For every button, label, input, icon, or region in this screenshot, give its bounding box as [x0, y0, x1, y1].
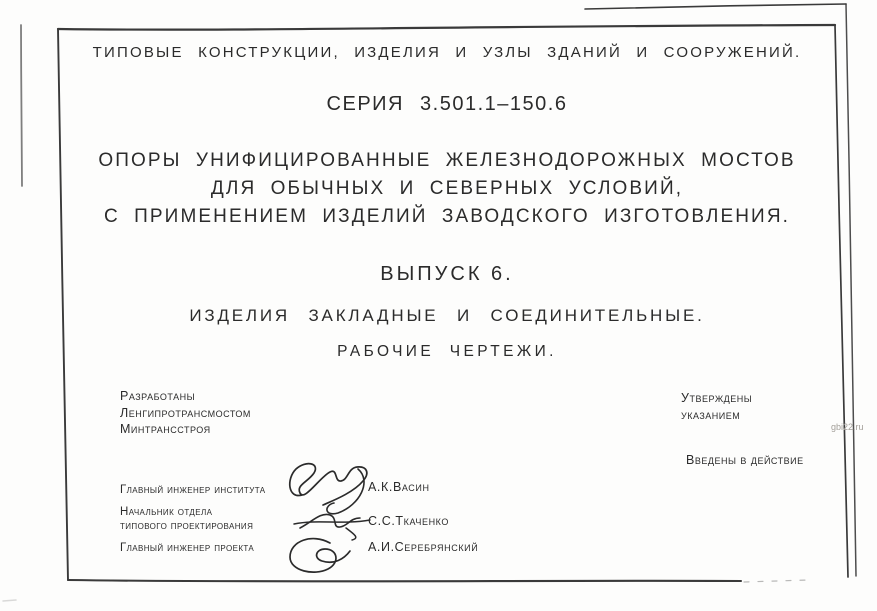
- signatory-name: А.И.Серебрянский: [368, 540, 479, 554]
- sheet-edge-top: [585, 4, 846, 9]
- developed-by-ministry: Минтрансстроя: [120, 422, 211, 436]
- series-number: СЕРИЯ 3.501.1–150.6: [326, 93, 568, 115]
- approved-by-order: указанием: [681, 407, 741, 422]
- sheet-edge-left: [21, 25, 22, 186]
- sheet-edge-right: [846, 4, 856, 576]
- signatory-role-line-1: Начальник отдела: [120, 506, 213, 518]
- developed-by-block: [120, 388, 251, 438]
- signatory-role: [120, 506, 253, 533]
- main-title-line-2: ДЛЯ ОБЫЧНЫХ И СЕВЕРНЫХ УСЛОВИЙ,: [210, 178, 684, 199]
- main-title: [58, 147, 836, 231]
- in-effect-line: Введены в действие: [686, 453, 804, 467]
- signatory-role-line-2: типового проектирования: [120, 519, 254, 532]
- signature-flourish-3: [278, 531, 358, 579]
- issue-number: ВЫПУСК 6.: [380, 263, 514, 285]
- scan-smudge: [3, 600, 16, 601]
- signatory-name: А.К.Васин: [368, 480, 430, 494]
- signatory-name: С.С.Ткаченко: [368, 514, 450, 528]
- approved-line: Утверждены: [681, 391, 753, 405]
- developed-by-org: Ленгипротрансмостом: [120, 405, 251, 420]
- signatory-role: Главный инженер проекта: [120, 542, 255, 554]
- watermark: gbi22.ru: [831, 422, 864, 432]
- signatory-role: Главный инженер института: [120, 484, 266, 496]
- frame-top-line: [58, 25, 835, 30]
- frame-bottom-faded: [744, 580, 808, 582]
- document-header: ТИПОВЫЕ КОНСТРУКЦИИ, ИЗДЕЛИЯ И УЗЛЫ ЗДАНИЙ И СООРУЖЕНИЙ.: [92, 44, 802, 61]
- subtitle: ИЗДЕЛИЯ ЗАКЛАДНЫЕ И СОЕДИНИТЕЛЬНЫЕ.: [189, 306, 705, 325]
- main-title-line-3: С ПРИМЕНЕНИЕМ ИЗДЕЛИЙ ЗАВОДСКОГО ИЗГОТОВЛЕНИЯ.: [103, 206, 791, 227]
- approved-block: [681, 390, 752, 423]
- drawings-label: РАБОЧИЕ ЧЕРТЕЖИ.: [337, 343, 557, 360]
- frame-bottom-line: [68, 580, 741, 581]
- developed-by-line: Разработаны: [120, 389, 196, 403]
- frame-right-line: [835, 25, 848, 577]
- main-title-line-1: ОПОРЫ УНИФИЦИРОВАННЫЕ ЖЕЛЕЗНОДОРОЖНЫХ МОСТОВ: [98, 150, 796, 171]
